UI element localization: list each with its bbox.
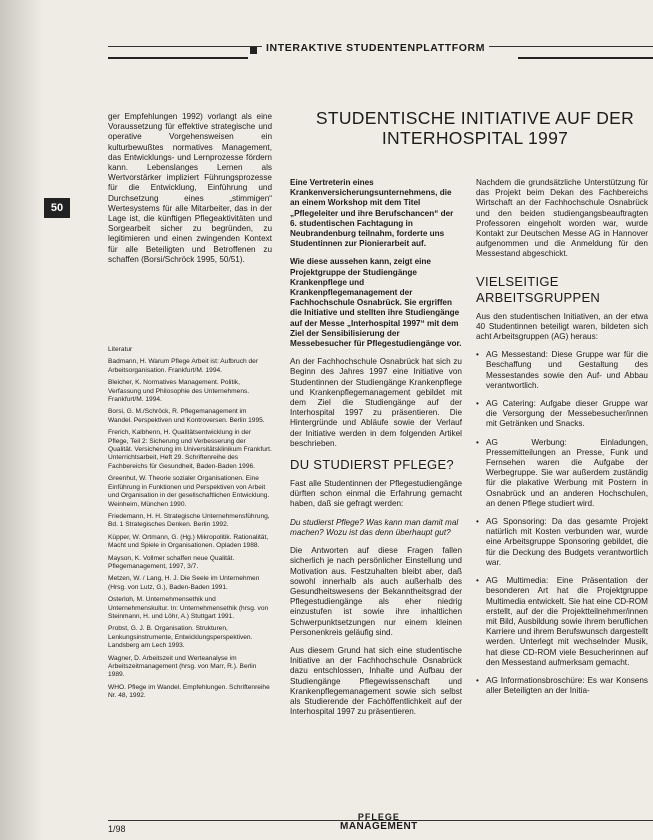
literature-item: Wagner, D. Arbeitszeit und Werteanalyse im Arbeitszeitmanagement (hrsg. von Marr, R.). Berlin 1989. [108,654,257,679]
working-group-item: • AG Informationsbroschüre: Es war Konsens aller Beteiligten an der Initia- [476,676,648,696]
body-paragraph: Aus diesem Grund hat sich eine studentische Initiative an der Fachhochschule Osnabrück dazu entschlossen, Inhalte und Aufbau der Studiengänge Pflegewissenschaft und Krankenpflegemanagement sowie sich selbst als Studierende der Fachöffentlichkeit auf der Interhospital 1997 zu präsentieren. [290,645,462,717]
literature-item: Badmann, H. Warum Pflege Arbeit ist: Aufbruch der Arbeitsorganisation. Frankfurt/M. 1994. [108,358,259,374]
subheading-arbeitsgruppen: VIELSEITIGE ARBEITSGRUPPEN [476,273,601,305]
literature-heading: Literatur [108,346,133,353]
header-line-left [108,57,248,59]
header-line-right [518,57,653,59]
lead-paragraph: Wie diese aussehen kann, zeigt eine Projektgruppe der Studiengänge Krankenpflege und Krankenpflegemanagement der Fachhochschule Osnabrück. Sie ergriffen die Initiative und stellten ihre Studiengänge auf der Messe „Interhospital 1997“ mit dem Ziel der Sensibilisierung der Messebesucher für Pflegestudiengänge vor. [290,257,462,349]
working-groups-list [476,350,648,696]
working-groups-intro: Aus den studentischen Initiativen, an der etwa 40 Studentinnen beteiligt waren, bildeten sich acht Arbeitsgruppen (AG) heraus: [476,311,648,342]
working-group-item: • AG Multimedia: Eine Präsentation der besonderen Art hat die Projektgruppe Multimedia entwickelt. Sie hat eine CD-ROM erstellt, auf der die Projektteilnehmer/innen mit Bild, Ausbildung sowie ihrem beruflichen Karriere und ihrem Berufswunsch dargestellt werden. Unterlegt mit wechselnder Musik, hat diese CD-ROM viele Besucherinnen auf den Messestand aufmerksam gemacht. [476,576,648,668]
left-intro-text: ger Empfehlungen 1992) vorlangt als eine Voraussetzung für effektive strategische und operative Vorgehensweisen ein kulturbewußtes normatives Management, das Entwicklungs- und Lernprozesse fördern kann. Lebenslanges Lernen als Wertvorstärker impliziert Führungsprozesse für die Entwicklung, Einführung und Durchsetzung eines „stimmigen“ Wertesystems für alle Mitarbeiter, das in der Lage ist, die künftigen Pflegeaktivitäten und Sorgearbeit sicher zu begründen, zu legitimieren und einen zwingenden Kontext für alle Beteiligten und Betroffenen zu schaffen (Borsi/Schröck 1995, 50/51). [108,112,272,264]
lead-paragraph: Eine Vertreterin eines Krankenversicherungsunternehmens, die an einem Workshop mit dem Titel „Pflegeleiter und ihre Berufschancen“ der 6. studentischen Fachtagung in Neubrandenburg teilnahm, forderte uns Studentinnen zur Pionierarbeit auf. [290,178,454,249]
working-group-item: • AG Werbung: Einladungen, Pressemitteilungen an Presse, Funk und Fernsehen waren die Aufgabe der Werbegruppe. Sie war außerdem zuständig für die plakative Werbung mit Postern in Osnabrück und an anderen Hochschulen, an denen Pflege studiert wird. [476,438,648,509]
right-column [476,178,648,704]
quote-paragraph: Du studierst Pflege? Was kann man damit mal machen? Wozu ist das denn überhaupt gut? [290,517,459,537]
logo-line-1: PFLEGE [357,812,400,822]
issue-number: 1/98 [108,824,126,834]
working-group-item: • AG Messestand: Diese Gruppe war für die Beschaffung und Gestaltung des Messestandes sowie den Auf- und Abbau verantwortlich. [476,350,648,391]
working-group-item: • AG Catering: Aufgabe dieser Gruppe war die Versorgung der Messebesucher/innen mit Getränken und Snacks. [476,399,648,430]
body-paragraph: An der Fachhochschule Osnabrück hat sich zu Beginn des Jahres 1997 eine Initiative von Studentinnen der Studiengänge Krankenpflege und Krankenpflegemanagement gebildet mit dem Ziel die Studiengänge auf der Interhospital 1997 zu präsentieren. Die Hintergründe und Abläufe sowie der Verlauf der Initiative werden in dem folgenden Artikel beschrieben. [290,357,462,448]
literature-item: Probst, G. J. B. Organisation. Strukturen, Lenkungsinstrumente, Entwicklungsperspektiven. Landsberg am Lech 1993. [108,625,253,650]
article-title: STUDENTISCHE INITIATIVE AUF DER INTERHOSPITAL 1997 [315,108,635,148]
subheading-du-studierst-pflege: DU STUDIERST PFLEGE? [290,457,454,473]
literature-list [108,346,272,705]
literature-item: Bleicher, K. Normatives Management. Politik, Verfassung und Philosophie des Unternehmens. Frankfurt/M. 1994. [108,379,250,404]
literature-item: WHO. Pflege im Wandel. Empfehlungen. Schriftenreihe Nr. 48, 1992. [108,683,270,700]
literature-item: Osterloh, M. Unternehmensethik und Unternehmenskultur. In: Unternehmensethik (hrsg. von Steinmann, H. und Löhr, A.) Stuttgart 1991. [108,596,269,620]
literature-item: Frerich, Kalbhenn, H. Qualitätsentwicklung in der Pflege, Teil 2: Sicherung und Verbesserung der Qualität. Versicherung im Universitätsklinikum Frankfurt. Unterrichtsarbeit, Heft 29. Schriftenreihe des Fachbereichs für Gesundheit, Baden-Baden 1996. [108,429,272,470]
magazine-logo [340,813,418,831]
literature-item: Friedemann, H. H. Strategische Unternehmensführung, Bd. 1 Strategisches Denken. Berlin 1992. [108,512,270,529]
literature-item: Greenhut, W. Theorie sozialer Organisationen. Eine Einführung in Funktionen und Perspektiven von Arbeit und Organisation in der gesellschaftlichen Entwicklung. Weinheim, München 1990. [108,475,270,508]
literature-item: Borsi, G. M./Schröck, R. Pflegemanagement im Wandel. Perspektiven und Kontroversen. Berlin 1995. [108,408,265,424]
literature-item: Metzen, W. / Lang, H. J. Die Seele im Unternehmen (Hrsg. von Lutz, G.), Baden-Baden 1991. [108,575,260,591]
body-paragraph: Die Antworten auf diese Fragen fallen sicherlich je nach persönlicher Einstellung und Motivation aus. Festzuhalten bleibt aber, daß sowohl innerhalb als auch außerhalb des Gesundheitswesens der Bekanntheitsgrad der Pflegestudiengänge als eher niedrig einzustufen ist sowie ihre inhaltlichen Schwerpunktsetzungen nur einem kleinen Personenkreis geläufig sind. [290,546,462,637]
body-paragraph: Fast alle Studentinnen der Pflegestudiengänge dürften schon einmal die Erfahrung gemacht haben, daß sie gefragt werden: [290,479,462,509]
page-number: 50 [44,198,70,218]
literature-item: Mayson, K. Vollmer schaffen neue Qualität. Pflegemanagement, 1997, 3/7. [108,554,235,570]
right-intro-paragraph: Nachdem die grundsätzliche Unterstützung für das Projekt beim Dekan des Fachbereichs Wirtschaft an der Fachhochschule Osnabrück und den beiden studiengangsbeauftragten Professoren eingeholt worden war, wurde Kontakt zur Deutschen Messe AG in Hannover aufgenommen und die Anmeldung für den Messestand abgeschickt. [476,178,648,259]
section-title: INTERAKTIVE STUDENTENPLATTFORM [262,42,489,54]
working-group-item: • AG Sponsoring: Da das gesamte Projekt natürlich mit Kosten verbunden war, wurde eine Arbeitsgruppe Sponsoring gebildet, die für die Deckung des Budgets verantwortlich war. [476,517,648,568]
logo-line-2: MANAGEMENT [340,821,418,832]
middle-column [290,178,462,725]
left-column [108,112,272,273]
literature-item: Küpper, W. Ortmann, G. (Hg.) Mikropolitik. Rationalität, Macht und Spiele in Organisationen. Opladen 1988. [108,533,269,550]
header-marker [250,47,257,54]
page-binding-shadow [0,0,44,840]
